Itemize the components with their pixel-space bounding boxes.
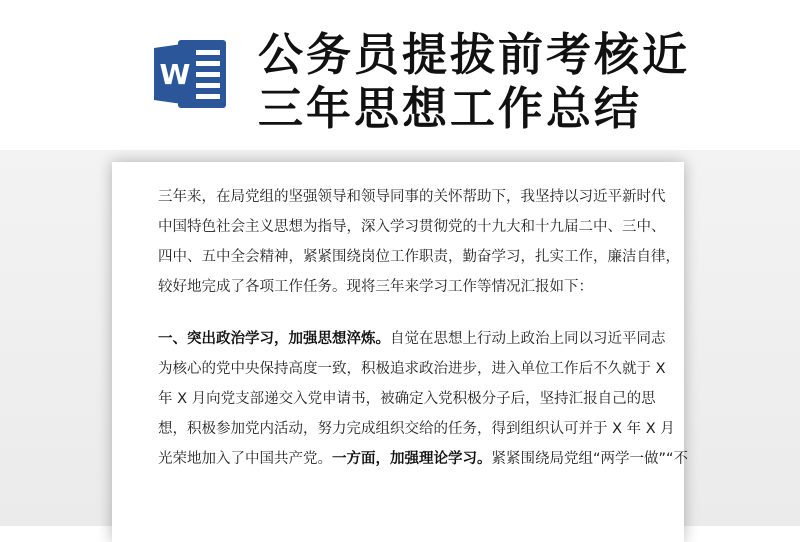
header-banner bbox=[0, 0, 800, 150]
title-line-1: 公务员提拔前考核近 bbox=[258, 28, 691, 81]
page-title bbox=[258, 28, 690, 136]
paragraph-gap bbox=[158, 302, 648, 324]
document-body bbox=[158, 182, 689, 474]
section-1-text: 紧紧围绕局党组“两学一做”“不 bbox=[491, 451, 689, 467]
section-1-subheading: 一方面，加强理论学习。 bbox=[332, 451, 492, 467]
section-1-text: 自觉在思想上行动上政治上同以习近平同志 bbox=[390, 331, 666, 347]
intro-line: 四中、五中全会精神，紧紧围绕岗位工作职责，勤奋学习，扎实工作，廉洁自律， bbox=[158, 249, 680, 265]
intro-line: 中国特色社会主义思想为指导，深入学习贯彻党的十九大和十九届二中、三中、 bbox=[158, 219, 666, 235]
intro-line: 较好地完成了各项工作任务。现将三年来学习工作等情况汇报如下： bbox=[158, 279, 593, 295]
section-1-line: 想，积极参加党内活动，努力完成组织交给的任务，得到组织认可并于 X 年 X 月 bbox=[158, 421, 675, 437]
section-1-last-line bbox=[158, 444, 689, 474]
title-line-2: 三年思想工作总结 bbox=[258, 82, 643, 135]
section-1-heading: 一、突出政治学习，加强思想淬炼。 bbox=[158, 331, 390, 347]
word-icon-letter: W bbox=[159, 58, 191, 91]
section-1-first-line bbox=[158, 324, 666, 354]
intro-line: 三年来，在局党组的坚强领导和领导同事的关怀帮助下，我坚持以习近平新时代 bbox=[158, 189, 666, 205]
section-1-line: 为核心的党中央保持高度一致，积极追求政治进步，进入单位工作后不久就于 X bbox=[158, 361, 666, 377]
word-document-icon bbox=[150, 34, 230, 114]
section-1-text: 光荣地加入了中国共产党。 bbox=[158, 451, 332, 467]
section-1-line: 年 X 月向党支部递交入党申请书，被确定入党积极分子后，坚持汇报自己的思 bbox=[158, 391, 656, 407]
